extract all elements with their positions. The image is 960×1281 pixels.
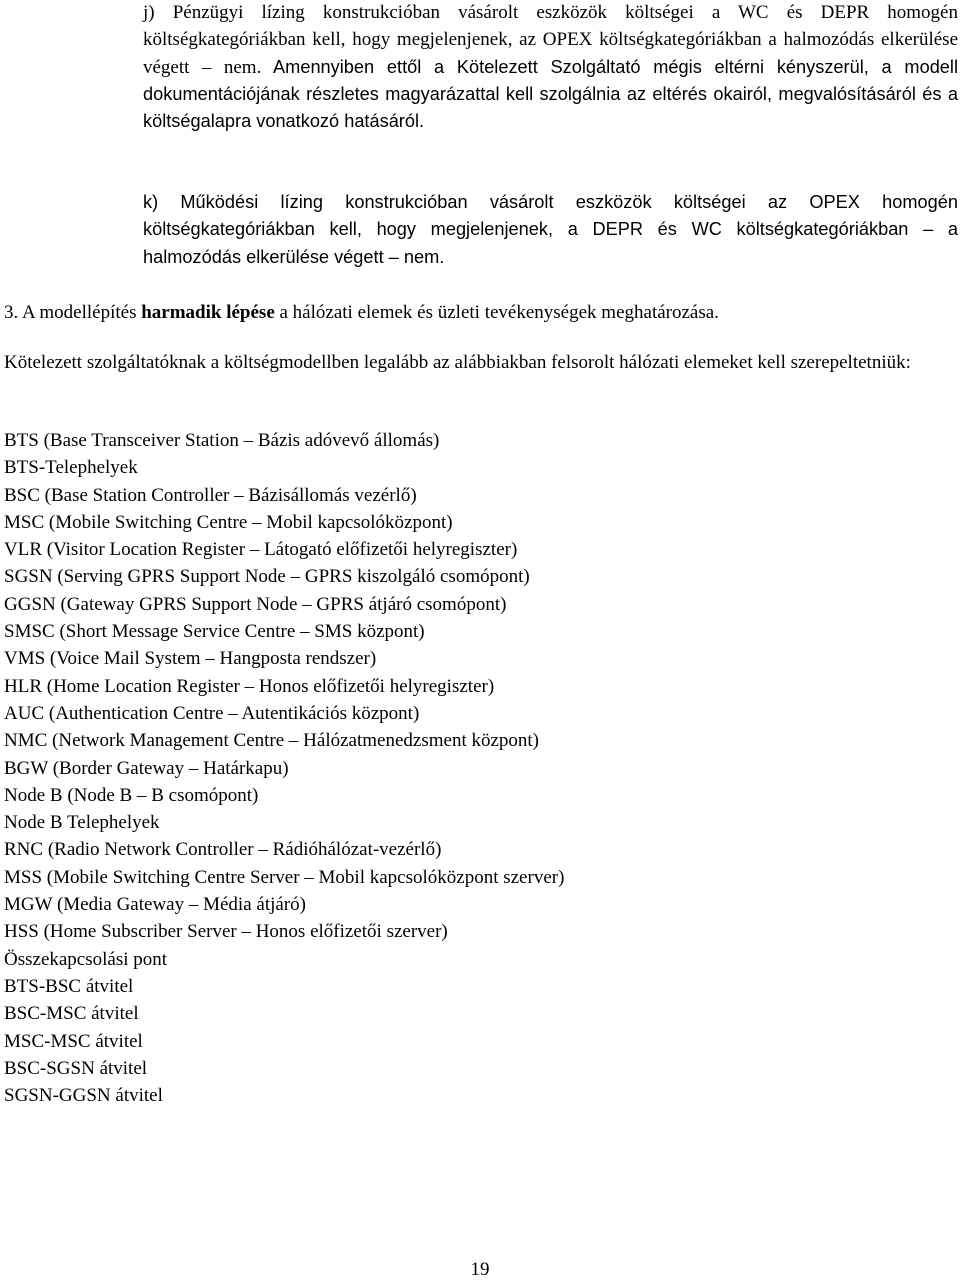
list-item: BSC-SGSN átvitel: [4, 1057, 148, 1079]
paragraph-j: [143, 0, 958, 135]
step-3-prefix: 3. A modellépítés: [4, 302, 142, 323]
list-item: NMC (Network Management Centre – Hálózatmenedzsment központ): [4, 730, 540, 752]
step-3-bold: harmadik lépése: [141, 302, 275, 323]
list-item: MSC-MSC átvitel: [4, 1030, 143, 1052]
list-item: GGSN (Gateway GPRS Support Node – GPRS átjáró csomópont): [4, 593, 507, 615]
list-item: MSS (Mobile Switching Centre Server – Mobil kapcsolóközpont szerver): [4, 866, 565, 888]
list-item: BTS-Telephelyek: [4, 457, 138, 479]
list-item: VLR (Visitor Location Register – Látogató előfizetői helyregiszter): [4, 539, 518, 561]
list-item: BTS-BSC átvitel: [4, 975, 134, 997]
network-element-list: [4, 427, 958, 1109]
step-3-suffix: a hálózati elemek és üzleti tevékenységek meghatározása.: [274, 302, 719, 323]
list-item: RNC (Radio Network Controller – Rádióhálózat-vezérlő): [4, 839, 442, 861]
list-item: Összekapcsolási pont: [4, 948, 168, 970]
list-item: BSC-MSC átvitel: [4, 1003, 139, 1025]
list-item: HLR (Home Location Register – Honos előfizetői helyregiszter): [4, 675, 495, 697]
list-item: SMSC (Short Message Service Centre – SMS központ): [4, 621, 425, 643]
step-3-heading: [4, 299, 958, 326]
list-item: MSC (Mobile Switching Centre – Mobil kapcsolóközpont): [4, 511, 453, 533]
page-number: 19: [470, 1259, 490, 1280]
list-item: HSS (Home Subscriber Server – Honos előfizetői szerver): [4, 921, 448, 943]
paragraph-k: k) Működési lízing konstrukcióban vásárolt eszközök költségei az OPEX homogén költségkategóriákban kell, hogy megjelenjenek, a DEPR és WC költségkategóriákban – a halmozódás elkerülése végett – nem.: [143, 192, 958, 267]
list-item: SGSN-GGSN átvitel: [4, 1085, 163, 1107]
list-item: Node B Telephelyek: [4, 812, 160, 834]
list-item: BGW (Border Gateway – Határkapu): [4, 757, 289, 779]
paragraph-j-text-2: Amennyiben ettől a Kötelezett Szolgáltató mégis eltérni kényszerül, a modell dokumentációjának részletes magyarázattal kell szolgálnia az eltérés okairól, megvalósításáról és a költségalapra vonatkozó hatásáról.: [143, 56, 959, 132]
list-item: BTS (Base Transceiver Station – Bázis adóvevő állomás): [4, 430, 440, 451]
list-item: SGSN (Serving GPRS Support Node – GPRS kiszolgáló csomópont): [4, 566, 530, 588]
list-item: VMS (Voice Mail System – Hangposta rendszer): [4, 648, 377, 670]
list-item: MGW (Media Gateway – Média átjáró): [4, 894, 306, 916]
intro-paragraph: Kötelezett szolgáltatóknak a költségmodellben legalább az alábbiakban felsorolt hálózati elemeket kell szerepeltetniük:: [4, 352, 911, 373]
list-item: AUC (Authentication Centre – Autentikációs központ): [4, 702, 420, 724]
paragraph-j-text-1: j) Pénzügyi lízing konstrukcióban vásárolt eszközök költségei a WC és DEPR homogén költségkategóriákban kell, hogy megjelenjenek, az OPEX költségkategóriákban a halmozódás elkerülése végett – nem.: [143, 2, 958, 78]
list-item: BSC (Base Station Controller – Bázisállomás vezérlő): [4, 484, 417, 506]
list-item: Node B (Node B – B csomópont): [4, 784, 259, 806]
